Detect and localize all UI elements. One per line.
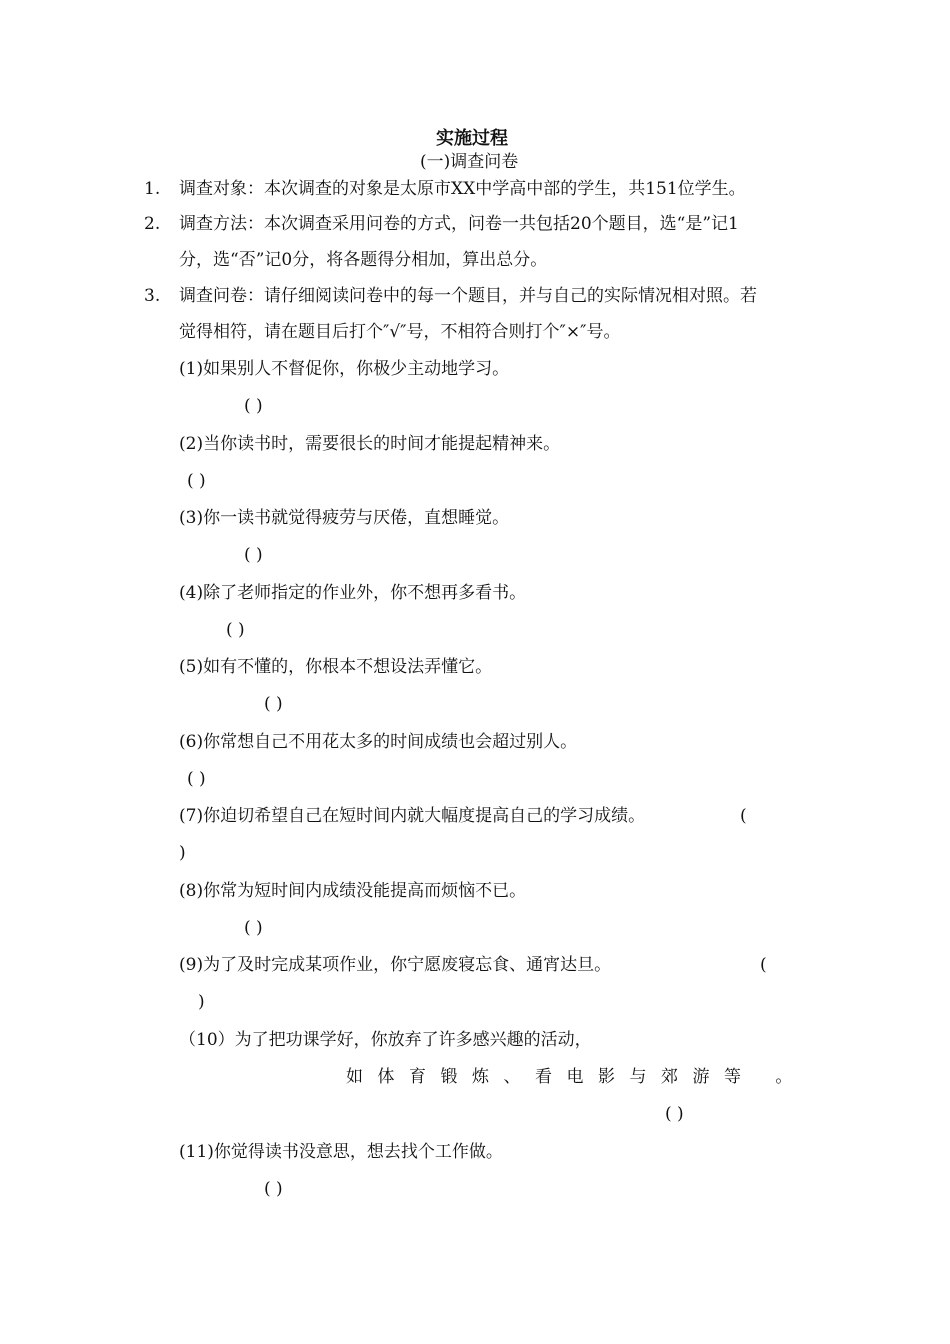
- item-number: 1.: [144, 179, 161, 199]
- question-text: （10）为了把功课学好，你放弃了许多感兴趣的活动，: [179, 1030, 592, 1050]
- answer-bracket: ( ): [244, 545, 263, 565]
- answer-bracket-close: ): [198, 992, 205, 1012]
- answer-bracket: ( ): [665, 1104, 684, 1124]
- question-text-continued: 如体育锻炼、看电影与郊游等 。: [346, 1067, 807, 1087]
- question-text: (9)为了及时完成某项作业，你宁愿废寝忘食、通宵达旦。: [179, 955, 612, 975]
- answer-bracket: ( ): [226, 620, 245, 640]
- answer-bracket-close: ): [179, 843, 186, 863]
- item-text-line: 调查方法：本次调查采用问卷的方式，问卷一共包括20个题目，选“是”记1: [179, 214, 739, 234]
- item-text-line: 调查问卷：请仔细阅读问卷中的每一个题目，并与自己的实际情况相对照。若: [179, 286, 757, 306]
- question-text: (3)你一读书就觉得疲劳与厌倦，直想睡觉。: [179, 508, 510, 528]
- item-text-line: 分，选“否”记0分，将各题得分相加，算出总分。: [179, 250, 548, 270]
- answer-bracket-open: (: [760, 955, 767, 975]
- question-text: (7)你迫切希望自己在短时间内就大幅度提高自己的学习成绩。: [179, 806, 646, 826]
- answer-bracket: ( ): [244, 918, 263, 938]
- answer-bracket: ( ): [264, 1179, 283, 1199]
- question-text: (2)当你读书时，需要很长的时间才能提起精神来。: [179, 434, 561, 454]
- question-text: (8)你常为短时间内成绩没能提高而烦恼不已。: [179, 881, 527, 901]
- answer-bracket: ( ): [187, 471, 206, 491]
- item-text-line: 调查对象：本次调查的对象是太原市XX中学高中部的学生，共151位学生。: [179, 179, 746, 199]
- answer-bracket: ( ): [244, 396, 263, 416]
- item-text-line: 觉得相符，请在题目后打个″√″号，不相符合则打个″×″号。: [179, 322, 621, 342]
- question-text: (6)你常想自己不用花太多的时间成绩也会超过别人。: [179, 732, 578, 752]
- answer-bracket: ( ): [187, 769, 206, 789]
- page-subtitle: (一)调查问卷: [420, 152, 519, 172]
- question-text: (4)除了老师指定的作业外，你不想再多看书。: [179, 583, 527, 603]
- question-text: (1)如果别人不督促你，你极少主动地学习。: [179, 359, 510, 379]
- question-text: (11)你觉得读书没意思，想去找个工作做。: [179, 1142, 503, 1162]
- answer-bracket-open: (: [740, 806, 747, 826]
- item-number: 2.: [144, 214, 161, 234]
- question-text: (5)如有不懂的，你根本不想设法弄懂它。: [179, 657, 493, 677]
- item-number: 3.: [144, 286, 161, 306]
- answer-bracket: ( ): [264, 694, 283, 714]
- page-title: 实施过程: [436, 128, 508, 149]
